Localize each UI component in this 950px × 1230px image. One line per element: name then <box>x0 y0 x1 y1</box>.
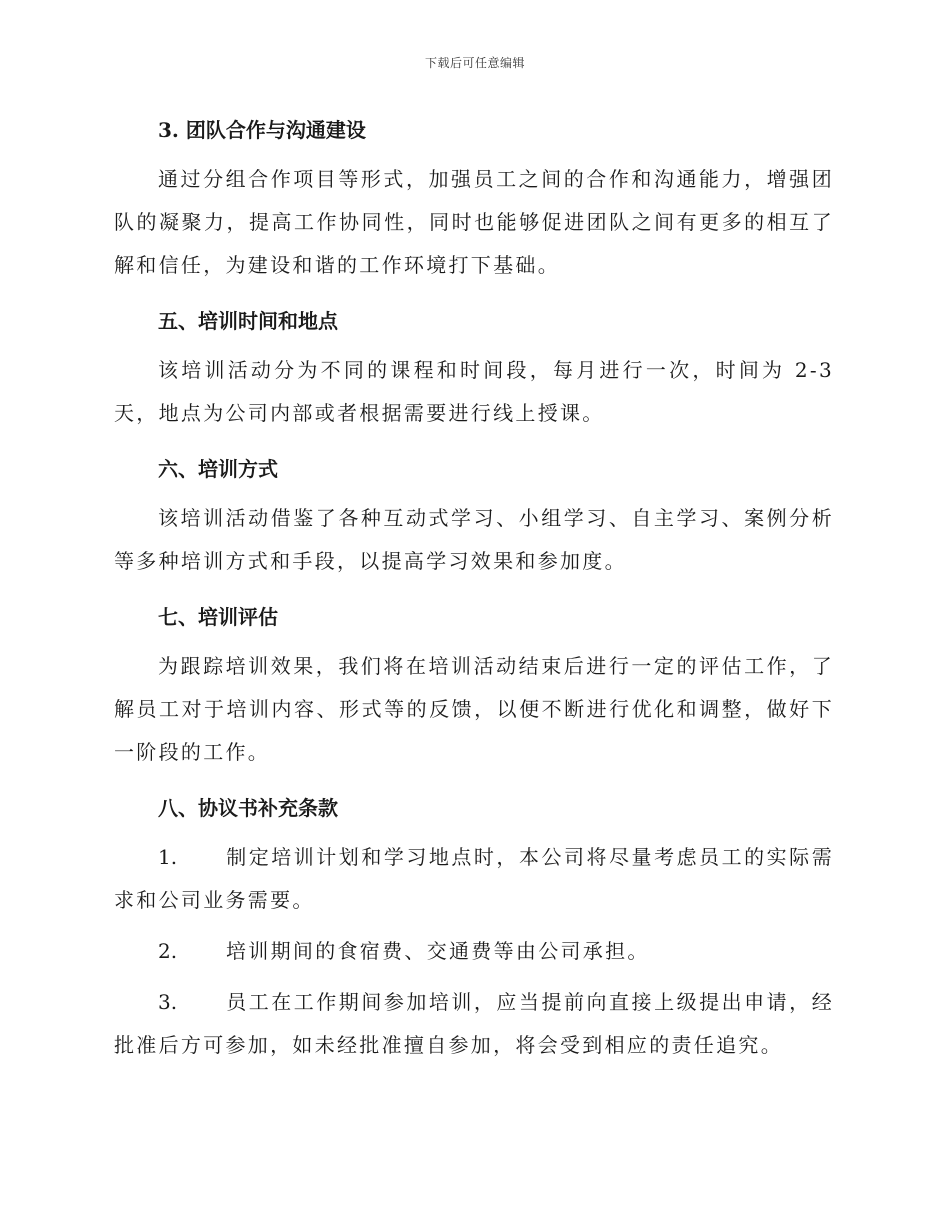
clause-number: 1. <box>158 845 178 869</box>
section-heading-time-location: 五、培训时间和地点 <box>158 309 338 333</box>
clause-text: 制定培训计划和学习地点时，本公司将尽量考虑员工的实际需求和公司业务需要。 <box>114 845 834 912</box>
section-heading-team-communication: 3. 团队合作与沟通建设 <box>158 118 366 142</box>
clause-text: 培训期间的食宿费、交通费等由公司承担。 <box>226 939 650 963</box>
clause-item <box>114 836 834 922</box>
section-heading-supplementary-terms: 八、协议书补充条款 <box>158 796 338 820</box>
paragraph-time-location: 该培训活动分为不同的课程和时间段，每月进行一次，时间为 2-3 天，地点为公司内部或者根据需要进行线上授课。 <box>114 358 834 425</box>
paragraph-team-communication: 通过分组合作项目等形式，加强员工之间的合作和沟通能力，增强团队的凝聚力，提高工作协同性，同时也能够促进团队之间有更多的相互了解和信任，为建设和谐的工作环境打下基础。 <box>114 167 834 277</box>
clause-item <box>114 930 834 973</box>
clause-number: 3. <box>158 990 178 1014</box>
clause-item <box>114 981 834 1067</box>
document-body <box>114 110 834 1067</box>
paragraph-training-method: 该培训活动借鉴了各种互动式学习、小组学习、自主学习、案例分析等多种培训方式和手段，以提高学习效果和参加度。 <box>114 506 834 573</box>
clause-text: 员工在工作期间参加培训，应当提前向直接上级提出申请，经批准后方可参加，如未经批准擅自参加，将会受到相应的责任追究。 <box>114 990 834 1057</box>
section-heading-training-evaluation: 七、培训评估 <box>158 605 278 629</box>
section-heading-training-method: 六、培训方式 <box>158 457 278 481</box>
paragraph-training-evaluation: 为跟踪培训效果，我们将在培训活动结束后进行一定的评估工作，了解员工对于培训内容、形式等的反馈，以便不断进行优化和调整，做好下一阶段的工作。 <box>114 654 834 764</box>
page-header: 下载后可任意编辑 <box>424 56 525 70</box>
clause-number: 2. <box>158 939 178 963</box>
